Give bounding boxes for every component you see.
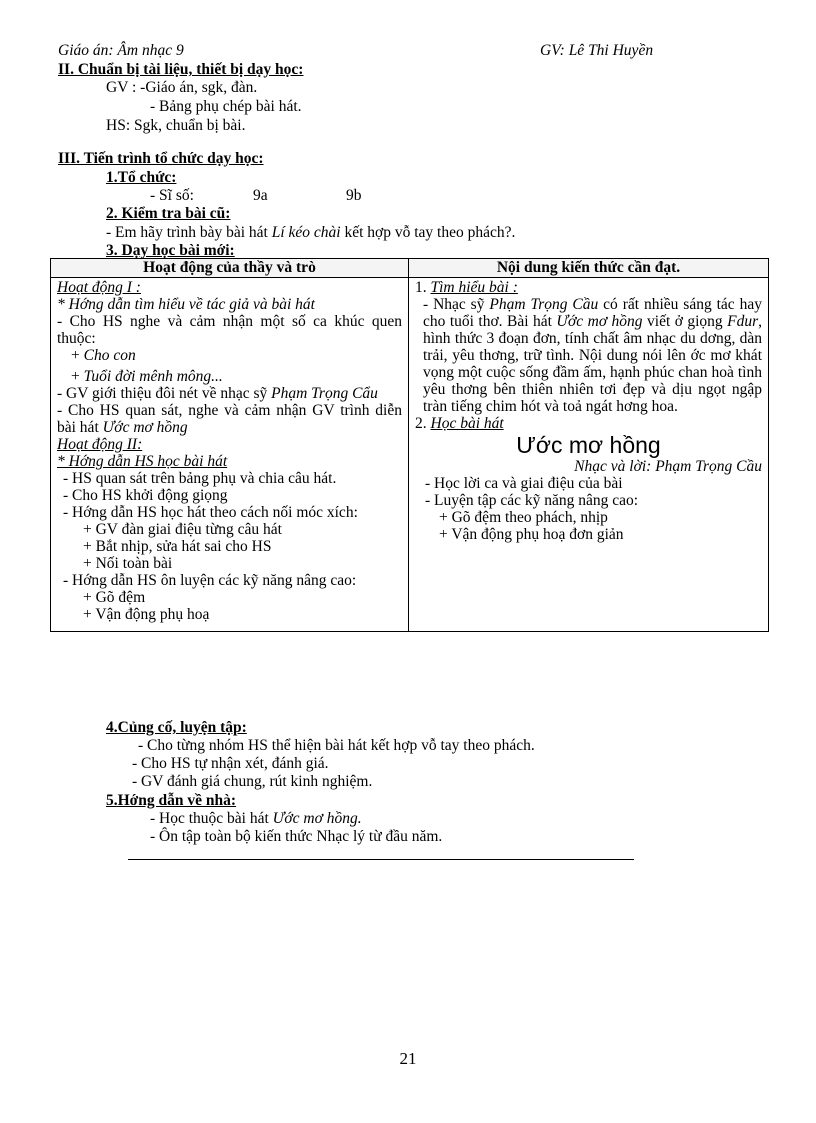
section4-line: - Cho từng nhóm HS thể hiện bài hát kết hợp vỗ tay theo phách. [138, 737, 535, 754]
siso-label: - Sĩ số: [150, 187, 194, 204]
step2-prefix: - Em hãy trình bày bài hát [106, 224, 272, 241]
right-line: + Vận động phụ hoạ đơn giản [439, 526, 624, 543]
left-line: - HS quan sát trên bảng phụ và chia câu hát. [63, 470, 337, 487]
left-line: - Cho HS nghe và cảm nhận một số ca khúc quen thuộc: [57, 313, 402, 347]
step2-title: 2. Kiểm tra bài cũ: [106, 205, 231, 222]
col2-header: Nội dung kiến thức cần đạt. [409, 259, 769, 278]
section4-title: 4.Củng cố, luyện tập: [106, 719, 247, 736]
gv-line1: GV : -Giáo án, sgk, đàn. [106, 79, 258, 96]
left-line: + Nối toàn bài [83, 555, 173, 572]
teacher-student-column [51, 278, 409, 632]
left-line: - Cho HS quan sát, nghe và cảm nhận GV trình diễn bài hát Ước mơ hồng [57, 402, 402, 436]
lesson-table [50, 258, 769, 632]
hs-line: HS: Sgk, chuẩn bị bài. [106, 117, 246, 134]
right-line: - Luyện tập các kỹ năng nâng cao: [425, 492, 639, 509]
song-title: Ước mơ hồng [516, 432, 661, 458]
left-line: + Bắt nhịp, sửa hát sai cho HS [83, 538, 272, 555]
right-line: - Học lời ca và giai điệu của bài [425, 475, 623, 492]
left-line: - Hớng dẫn HS học hát theo cách nối móc xích: [63, 504, 358, 521]
bottom-rule [128, 859, 634, 860]
page-number: 21 [399, 1049, 417, 1068]
homework-song: Ước mơ hồng. [272, 810, 362, 827]
song-tuoi-doi: Tuổi đời mênh mông... [83, 368, 223, 385]
song-uoc-mo-hong: Ước mơ hồng [102, 419, 188, 436]
left-song-item: + Cho con [71, 347, 136, 364]
knowledge-column [409, 278, 769, 632]
gv-line2: - Bảng phụ chép bài hát. [150, 98, 302, 115]
header-right: GV: Lê Thi Huyền [540, 42, 654, 59]
left-line: + GV đàn giai điệu từng câu hát [83, 521, 282, 538]
composer-name: Phạm Trọng Cẩu [271, 385, 378, 402]
section4-line: - Cho HS tự nhận xét, đánh giá. [132, 755, 329, 772]
left-song-item: + Tuổi đời mênh mông... [71, 368, 223, 385]
left-line: + Vận động phụ hoạ [83, 606, 210, 623]
activity1-desc: * Hớng dẫn tìm hiểu về tác giả và bài hát [57, 296, 315, 313]
section5-line: - Học thuộc bài hát Ước mơ hồng. [150, 810, 362, 827]
class-9a: 9a [253, 187, 268, 204]
right-line: + Gõ đệm theo phách, nhịp [439, 509, 608, 526]
left-line: + Gõ đệm [83, 589, 146, 606]
step2-question [106, 224, 515, 241]
learn-title: Học bài hát [430, 415, 504, 432]
song-author: Nhạc và lời: Phạm Trọng Cầu [574, 458, 762, 475]
activity1-title: Hoạt động I : [57, 279, 141, 296]
explore-title: Tìm hiểu bài : [430, 279, 518, 296]
left-line: - GV giới thiệu đôi nét về nhạc sỹ Phạm Trọng Cẩu [57, 385, 378, 402]
left-line: - Cho HS khởi động giọng [63, 487, 228, 504]
class-9b: 9b [346, 187, 362, 204]
right-heading-1: 1. Tìm hiểu bài : [415, 279, 518, 296]
col1-header: Hoạt động của thầy và trò [51, 259, 409, 278]
song-description: - Nhạc sỹ Phạm Trọng Cầu có rất nhiều sáng tác hay cho tuổi thơ. Bài hát Ước mơ hồng viết ở giọng Fdur, hình thức 3 đoạn đơn, tính chất âm nhạc du dơng, dàn trải, yêu thơng, trữ tình. Nội dung nói lên ớc mơ khát vọng một cuộc sống đầm ấm, hạnh phúc chan hoà tình yêu thơng bên thiên nhiên tơi đẹp và dịu ngọt ngập tràn tiếng chim hót và toả ngát hơng hoa. [423, 296, 762, 415]
right-heading-2: 2. Học bài hát [415, 415, 504, 432]
activity2-desc: * Hớng dẫn HS học bài hát [57, 453, 228, 470]
section5-line: - Ôn tập toàn bộ kiến thức Nhạc lý từ đầu năm. [150, 828, 443, 845]
step1-title: 1.Tổ chức: [106, 169, 177, 186]
header-left: Giáo án: Âm nhạc 9 [58, 42, 184, 59]
section3-title: III. Tiến trình tổ chức dạy học: [58, 150, 264, 167]
activity2-title: Hoạt động II: [57, 436, 143, 453]
section2-title: II. Chuẩn bị tài liệu, thiết bị dạy học: [58, 61, 304, 78]
section4-line: - GV đánh giá chung, rút kinh nghiệm. [132, 773, 373, 790]
step2-song: Lí kéo chài [271, 224, 341, 241]
section5-title: 5.Hớng dẫn về nhà: [106, 792, 237, 809]
song-cho-con: Cho con [83, 347, 136, 364]
step3-title: 3. Dạy học bài mới: [106, 242, 235, 259]
left-line: - Hớng dẫn HS ôn luyện các kỹ năng nâng cao: [63, 572, 357, 589]
step2-suffix: kết hợp vỗ tay theo phách?. [340, 224, 516, 241]
